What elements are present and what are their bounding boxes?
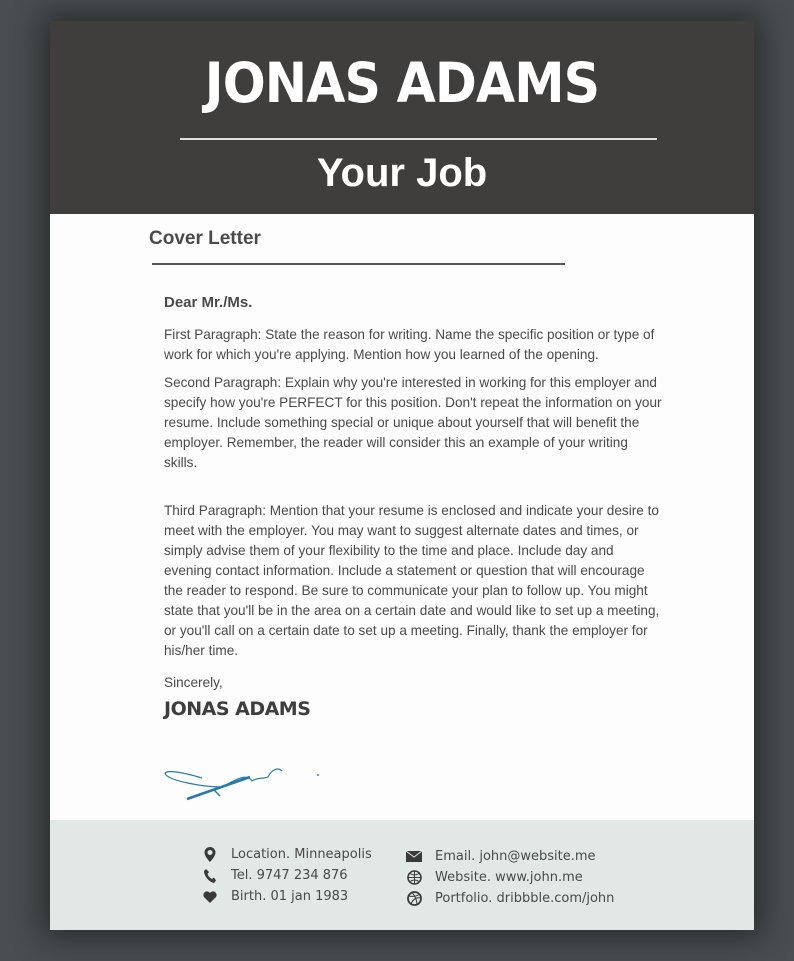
job-title: Your Job xyxy=(316,151,488,195)
salutation: Dear Mr./Ms. xyxy=(164,294,253,311)
cover-letter-page xyxy=(50,21,754,930)
contact-footer xyxy=(50,820,754,930)
paragraph-2: Second Paragraph: Explain why you're interested in working for this employer and specify how you're PERFECT for this position. Don't repeat the information on your resume. Include something special or unique about yourself that will benefit the employer. Remember, the reader will consider this an example of your writing skills. xyxy=(164,375,662,470)
contact-portfolio xyxy=(406,888,614,909)
map-pin-icon xyxy=(202,847,218,863)
applicant-name: JONAS ADAMS xyxy=(204,51,600,115)
paragraph-1: First Paragraph: State the reason for writing. Name the specific position or type of work for which you're applying. Mention how you learned of the opening. xyxy=(164,327,655,362)
section-divider xyxy=(152,263,565,265)
globe-icon xyxy=(406,870,422,886)
section-title: Cover Letter xyxy=(149,228,261,249)
header xyxy=(50,21,754,214)
signature-name: JONAS ADAMS xyxy=(164,698,311,720)
contact-tel xyxy=(202,865,372,886)
closing: Sincerely, xyxy=(164,675,223,690)
contact-birth xyxy=(202,886,372,907)
birth-text: Birth. 01 jan 1983 xyxy=(231,889,349,904)
location-text: Location. Minneapolis xyxy=(231,847,372,862)
email-link[interactable]: Email. john@website.me xyxy=(435,849,596,864)
contact-location xyxy=(202,844,372,865)
envelope-icon xyxy=(406,849,422,865)
signature-image xyxy=(162,759,327,804)
contact-column-right xyxy=(406,846,614,909)
website-link[interactable]: Website. www.john.me xyxy=(435,870,583,885)
header-divider xyxy=(180,138,657,140)
heart-icon xyxy=(202,889,218,905)
dribbble-icon xyxy=(406,891,422,907)
portfolio-link[interactable]: Portfolio. dribbble.com/john xyxy=(435,891,615,906)
contact-website xyxy=(406,867,614,888)
contact-email xyxy=(406,846,614,867)
paragraph-3: Third Paragraph: Mention that your resume is enclosed and indicate your desire to meet with the employer. You may want to suggest alternate dates and times, or simply advise them of your flexibility to the time and place. Include day and evening contact information. Include a statement or question that will encourage the reader to respond. Be sure to communicate your plan to follow up. You might state that you'll be in the area on a certain date and would like to set up a meeting, or you'll call on a certain date to set up a meeting. Finally, thank the employer for his/her time. xyxy=(164,503,660,658)
contact-column-left xyxy=(202,844,372,907)
tel-text: Tel. 9747 234 876 xyxy=(231,868,348,883)
phone-icon xyxy=(202,868,218,884)
letter-body xyxy=(164,293,664,719)
